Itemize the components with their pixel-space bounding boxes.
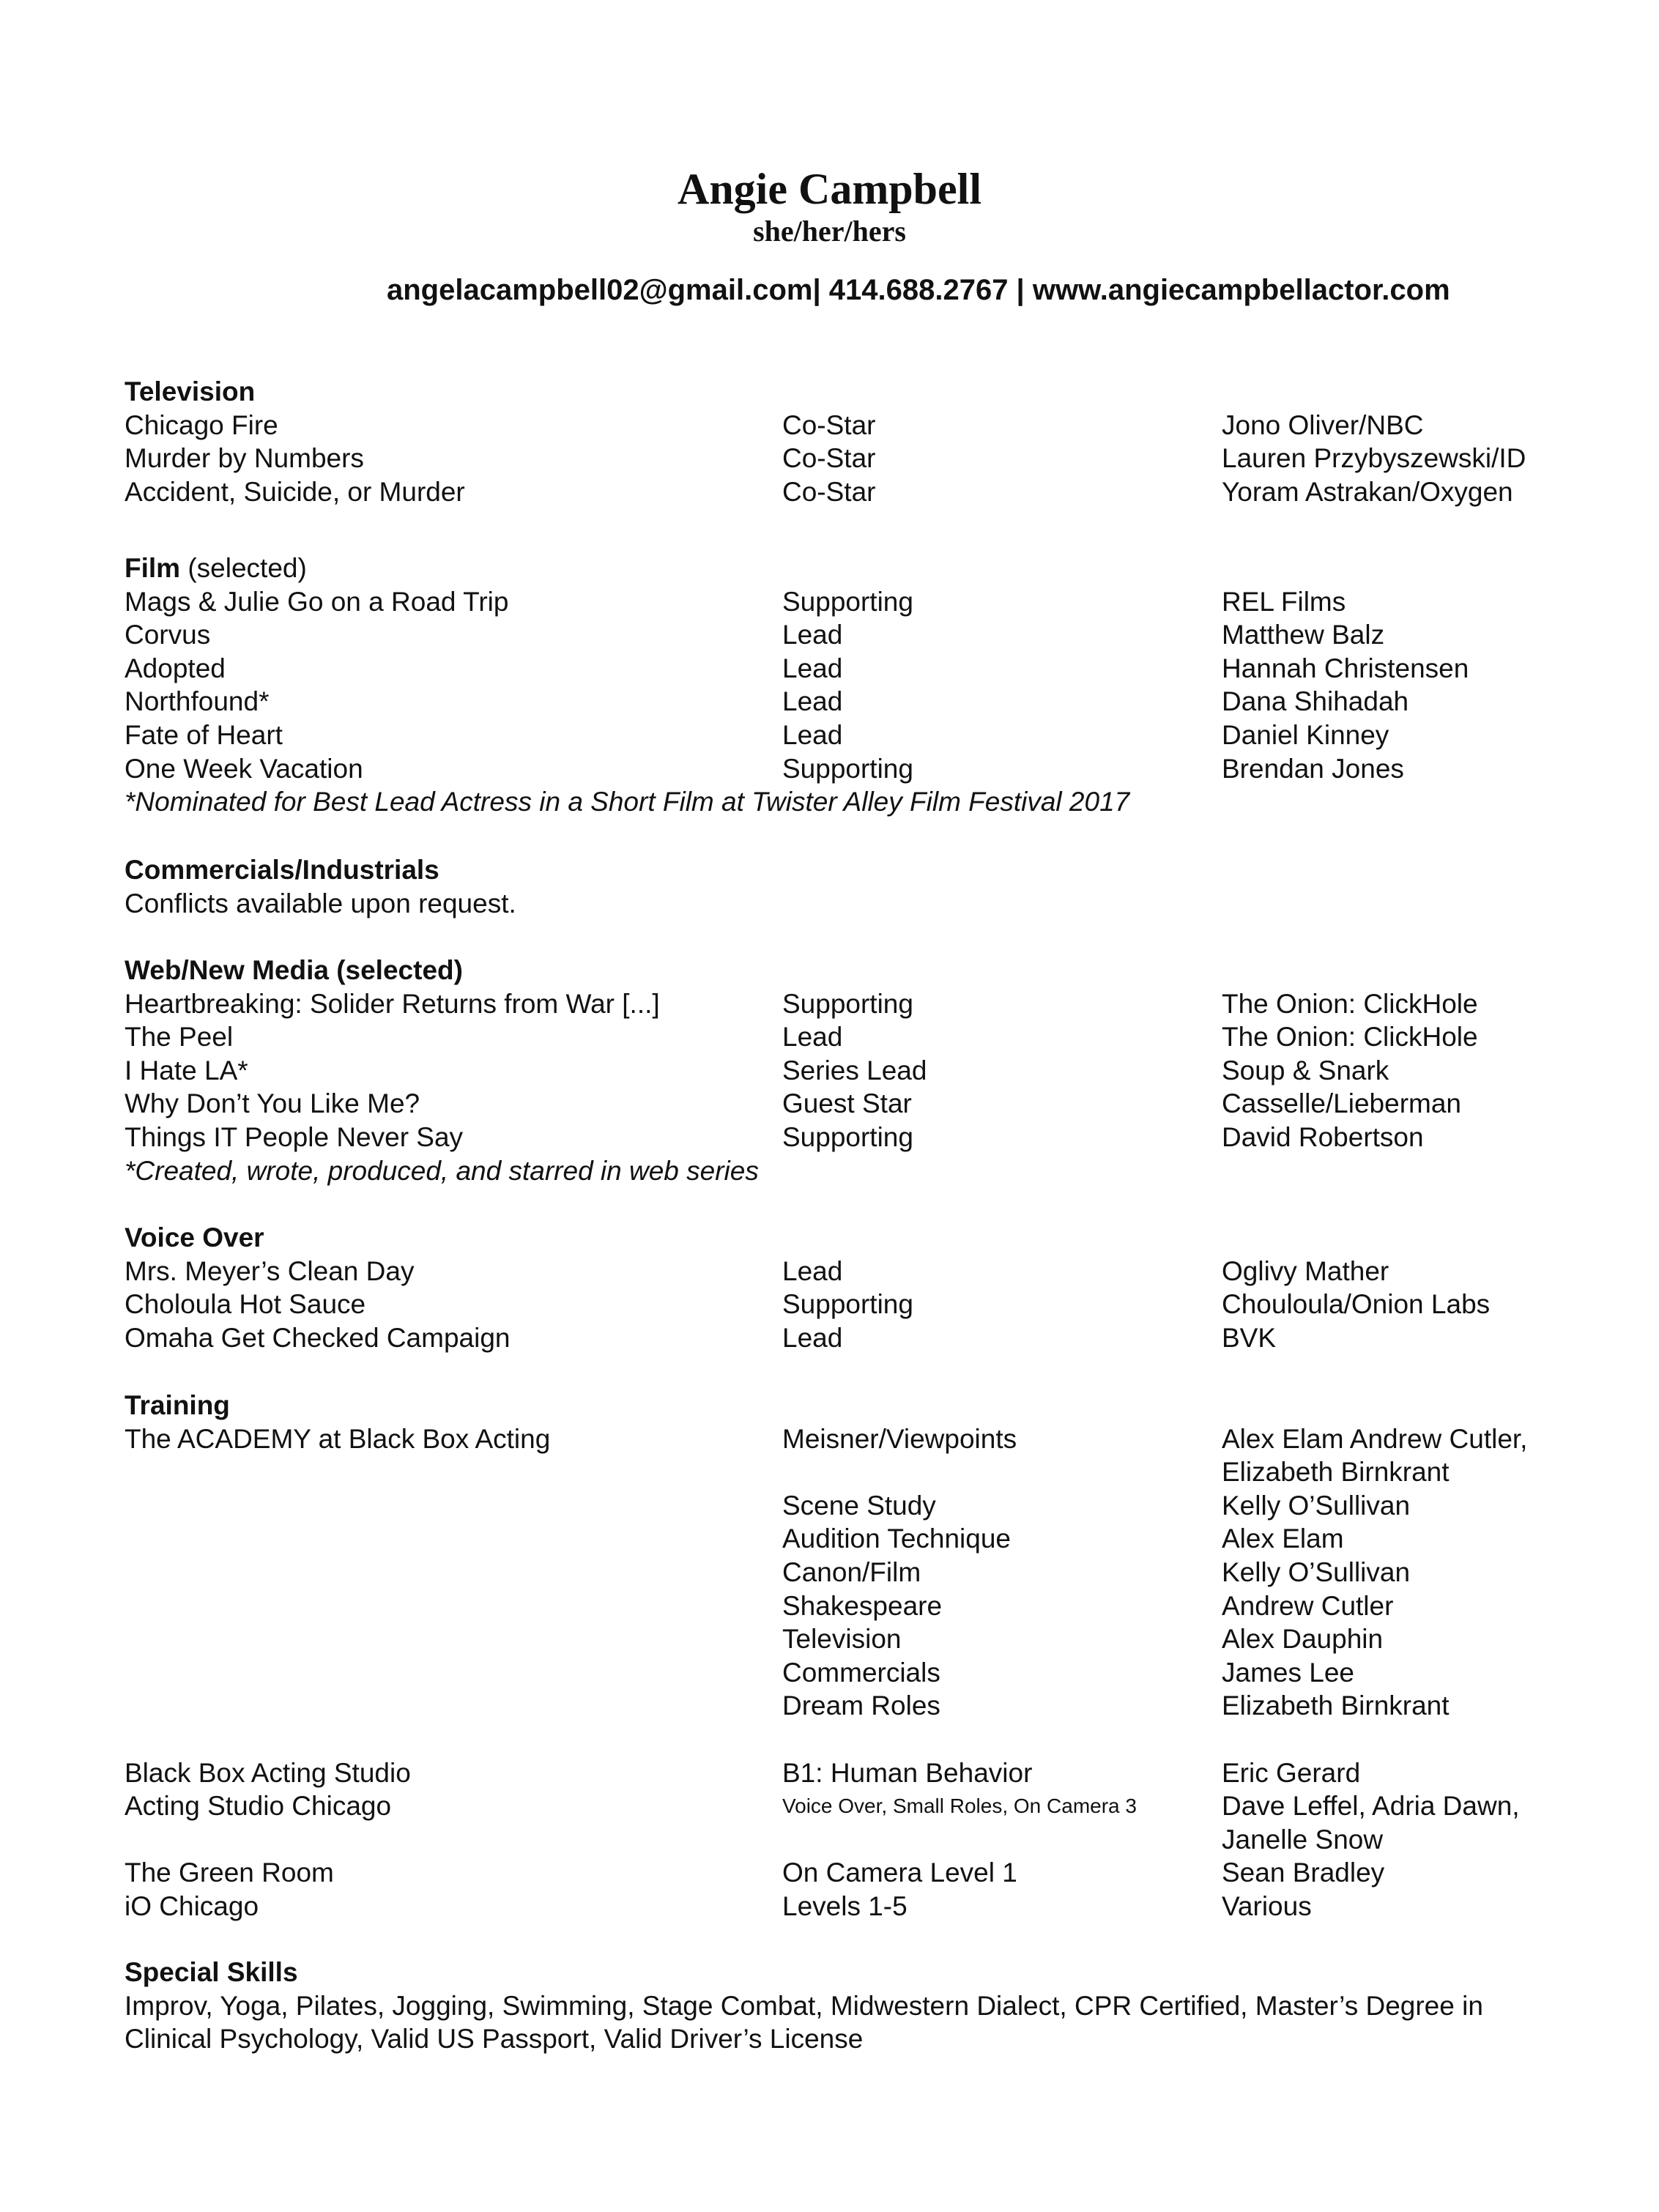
credit-director: REL Films (1222, 586, 1346, 617)
training-school: The Green Room (125, 1857, 334, 1888)
section-heading: Voice Over (125, 1222, 264, 1252)
credit-row (125, 652, 1589, 686)
credit-role: Lead (782, 1322, 843, 1353)
credit-role: Co-Star (782, 476, 876, 507)
section-heading: Television (125, 376, 256, 407)
section-heading-note: (selected) (180, 553, 307, 583)
credit-row (125, 475, 1589, 509)
section-heading (125, 552, 1589, 585)
section-heading: Commercials/Industrials (125, 855, 439, 885)
film-footnote: *Nominated for Best Lead Actress in a Short Film at Twister Alley Film Festival 2017 (125, 787, 1130, 817)
training-teacher: Dave Leffel, Adria Dawn, (1222, 1791, 1520, 1822)
training-row (125, 1756, 1589, 1790)
credit-director: Lauren Przybyszewski/ID (1222, 443, 1526, 474)
training-row (125, 1789, 1589, 1823)
training-course: Scene Study (782, 1490, 936, 1521)
credit-row (125, 685, 1589, 719)
credit-title: Choloula Hot Sauce (125, 1289, 366, 1320)
commercials-section (125, 853, 1589, 920)
training-section (125, 1389, 1589, 1923)
training-course: Shakespeare (782, 1590, 943, 1621)
credit-row (125, 1321, 1589, 1355)
credit-role: Supporting (782, 988, 913, 1019)
credit-director: Oglivy Mather (1222, 1255, 1389, 1286)
commercials-text: Conflicts available upon request. (125, 888, 516, 918)
training-teacher: Alex Elam (1222, 1523, 1344, 1554)
credit-title: I Hate LA* (125, 1055, 248, 1085)
credit-row (125, 1121, 1589, 1154)
training-school: iO Chicago (125, 1890, 259, 1921)
credit-role: Lead (782, 686, 843, 717)
training-course: On Camera Level 1 (782, 1857, 1017, 1888)
credit-title: One Week Vacation (125, 753, 363, 784)
training-school: Black Box Acting Studio (125, 1757, 411, 1788)
section-heading-title: Film (125, 553, 181, 583)
credit-director: The Onion: ClickHole (1222, 988, 1478, 1019)
credit-row (125, 409, 1589, 442)
television-section (125, 375, 1589, 508)
training-row (125, 1455, 1589, 1489)
credit-director: The Onion: ClickHole (1222, 1022, 1478, 1053)
film-section (125, 552, 1589, 819)
credit-row (125, 987, 1589, 1021)
credit-director: Dana Shihadah (1222, 686, 1409, 717)
credit-row (125, 618, 1589, 652)
credit-director: Jono Oliver/NBC (1222, 409, 1424, 440)
credit-title: Northfound* (125, 686, 270, 717)
credit-role: Series Lead (782, 1055, 927, 1085)
credit-title: Mags & Julie Go on a Road Trip (125, 586, 509, 617)
training-teacher: Elizabeth Birnkrant (1222, 1457, 1450, 1488)
training-course: Television (782, 1624, 902, 1655)
credit-title: Murder by Numbers (125, 443, 364, 474)
training-row (125, 1689, 1589, 1723)
actor-name: Angie Campbell (677, 165, 982, 213)
credit-row (125, 1054, 1589, 1088)
credit-row (125, 1288, 1589, 1321)
credit-director: Yoram Astrakan/Oxygen (1222, 476, 1513, 507)
training-teacher: Sean Bradley (1222, 1857, 1385, 1888)
credit-title: Chicago Fire (125, 409, 278, 440)
credit-director: BVK (1222, 1322, 1277, 1353)
training-course: Audition Technique (782, 1523, 1012, 1554)
credit-role: Supporting (782, 1289, 913, 1320)
credit-role: Lead (782, 1255, 843, 1286)
credit-director: Brendan Jones (1222, 753, 1404, 784)
credit-row (125, 585, 1589, 619)
credit-row (125, 1255, 1589, 1288)
credit-row (125, 719, 1589, 752)
credit-role: Lead (782, 719, 843, 750)
credit-role: Supporting (782, 1121, 913, 1152)
credit-title: Accident, Suicide, or Murder (125, 476, 465, 507)
skills-line: Clinical Psychology, Valid US Passport, Valid Driver’s License (125, 2024, 864, 2055)
training-row (125, 1522, 1589, 1556)
credit-row (125, 442, 1589, 475)
training-row (125, 1556, 1589, 1589)
credit-director: Hannah Christensen (1222, 653, 1469, 683)
training-course: Meisner/Viewpoints (782, 1423, 1017, 1454)
section-heading: Web/New Media (selected) (125, 955, 463, 985)
contact-line: angelacampbell02@gmail.com| 414.688.2767 | www.angiecampbellactor.com (387, 274, 1450, 306)
training-teacher: Eric Gerard (1222, 1757, 1361, 1788)
credit-title: Fate of Heart (125, 719, 283, 750)
training-row (125, 1856, 1589, 1890)
voice-section (125, 1221, 1589, 1354)
credit-director: Soup & Snark (1222, 1055, 1389, 1085)
training-row (125, 1656, 1589, 1690)
training-teacher: Alex Elam Andrew Cutler, (1222, 1423, 1528, 1454)
credit-role: Supporting (782, 586, 913, 617)
training-course: B1: Human Behavior (782, 1757, 1033, 1788)
skills-line: Improv, Yoga, Pilates, Jogging, Swimming, Stage Combat, Midwestern Dialect, CPR Certified, Master’s Degree in (125, 1990, 1483, 2021)
training-course: Levels 1-5 (782, 1890, 908, 1921)
section-heading: Training (125, 1390, 230, 1420)
credit-title: Mrs. Meyer’s Clean Day (125, 1255, 415, 1286)
credit-title: Corvus (125, 620, 211, 650)
credit-director: David Robertson (1222, 1121, 1424, 1152)
credit-title: Heartbreaking: Solider Returns from War [...] (125, 988, 660, 1019)
credit-director: Matthew Balz (1222, 620, 1385, 650)
training-row (125, 1890, 1589, 1923)
credit-director: Daniel Kinney (1222, 719, 1389, 750)
training-row (125, 1589, 1589, 1623)
credit-row (125, 752, 1589, 786)
training-row (125, 1422, 1589, 1456)
training-row (125, 1489, 1589, 1523)
training-course: Commercials (782, 1657, 940, 1688)
training-teacher: Alex Dauphin (1222, 1624, 1384, 1655)
section-heading: Special Skills (125, 1957, 298, 1987)
training-teacher: Kelly O’Sullivan (1222, 1490, 1411, 1521)
credit-role: Lead (782, 620, 843, 650)
training-course: Voice Over, Small Roles, On Camera 3 (782, 1795, 1137, 1818)
training-school: The ACADEMY at Black Box Acting (125, 1423, 551, 1454)
credit-role: Co-Star (782, 443, 876, 474)
pronouns: she/her/hers (753, 215, 906, 248)
credit-title: Adopted (125, 653, 226, 683)
credit-director: Casselle/Lieberman (1222, 1088, 1462, 1119)
credit-role: Guest Star (782, 1088, 912, 1119)
training-teacher: Janelle Snow (1222, 1824, 1384, 1855)
training-teacher: Elizabeth Birnkrant (1222, 1690, 1450, 1721)
training-teacher: James Lee (1222, 1657, 1354, 1688)
credit-title: The Peel (125, 1022, 234, 1053)
training-school: Acting Studio Chicago (125, 1791, 392, 1822)
credit-row (125, 1020, 1589, 1054)
training-course: Canon/Film (782, 1556, 921, 1587)
credit-role: Lead (782, 1022, 843, 1053)
skills-section (125, 1956, 1589, 2056)
training-teacher: Andrew Cutler (1222, 1590, 1394, 1621)
credit-role: Co-Star (782, 409, 876, 440)
credit-role: Lead (782, 653, 843, 683)
credit-title: Why Don’t You Like Me? (125, 1088, 420, 1119)
spacer-row (125, 1723, 1589, 1756)
credit-title: Omaha Get Checked Campaign (125, 1322, 511, 1353)
training-teacher: Kelly O’Sullivan (1222, 1556, 1411, 1587)
training-course: Dream Roles (782, 1690, 940, 1721)
credit-role: Supporting (782, 753, 913, 784)
credit-title: Things IT People Never Say (125, 1121, 464, 1152)
training-row (125, 1622, 1589, 1656)
training-row (125, 1823, 1589, 1857)
credit-row (125, 1087, 1589, 1121)
training-teacher: Various (1222, 1890, 1312, 1921)
credit-director: Chouloula/Onion Labs (1222, 1289, 1491, 1320)
web-section (125, 954, 1589, 1187)
web-footnote: *Created, wrote, produced, and starred in web series (125, 1155, 759, 1186)
